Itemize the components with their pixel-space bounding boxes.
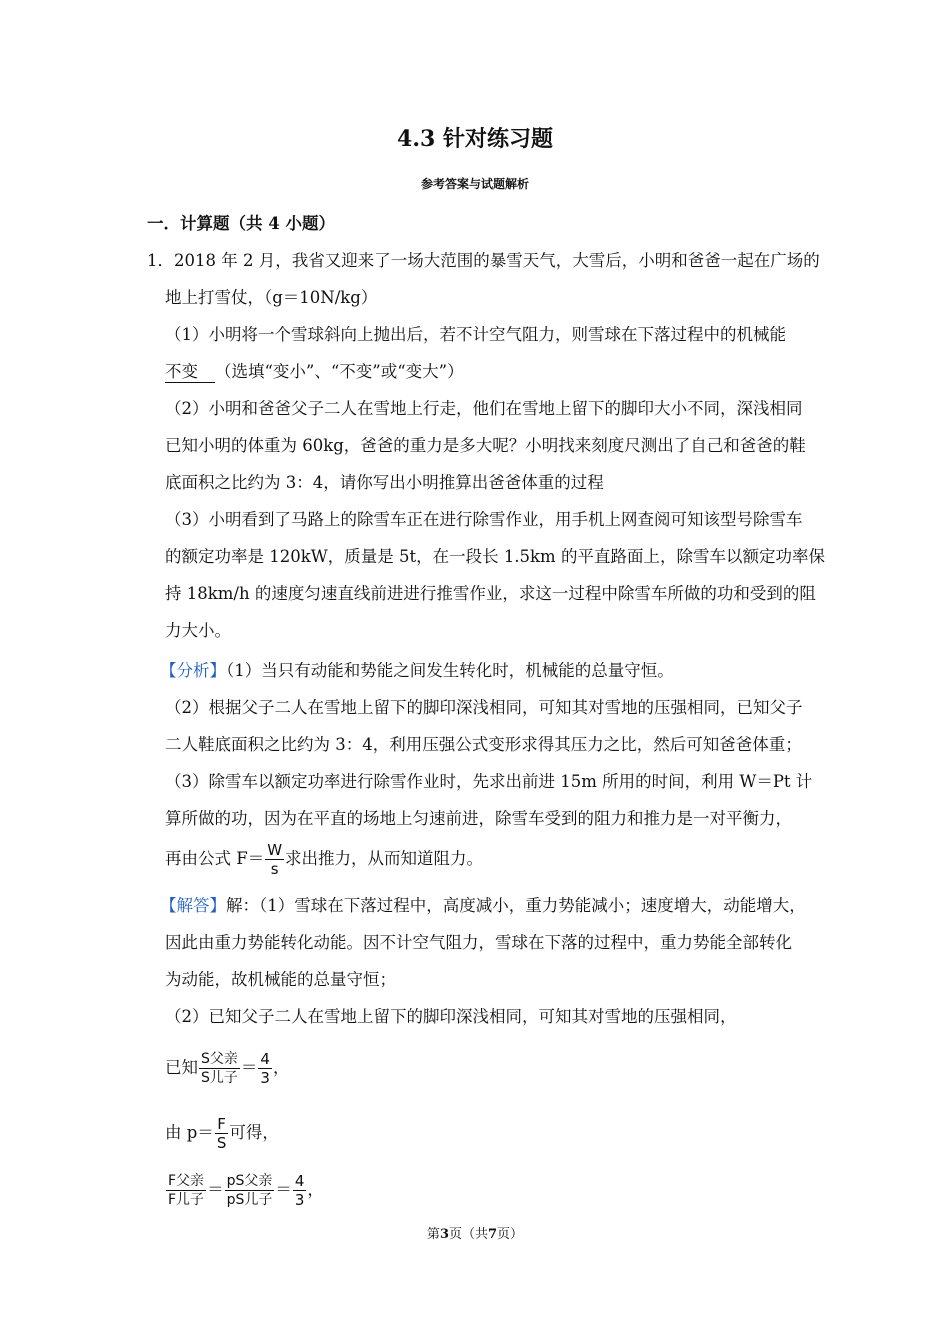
question-part3-line: （3）小明看到了马路上的除雪车正在进行除雪作业，用手机上网查阅可知该型号除雪车 bbox=[165, 510, 803, 529]
equation-text: 可得， bbox=[229, 1123, 279, 1142]
fraction-pressure-area-ratio bbox=[225, 1172, 275, 1209]
total-pages: 7 bbox=[488, 1227, 498, 1242]
fraction-w-over-s bbox=[265, 841, 284, 878]
question-part2-line: 已知小明的体重为 60kg，爸爸的重力是多大呢？小明找来刻度尺测出了自己和爸爸的鞋 bbox=[165, 436, 806, 455]
question-part2-line: 底面积之比约为 3：4，请你写出小明推算出爸爸体重的过程 bbox=[165, 473, 604, 492]
equals-sign: ＝ bbox=[240, 1058, 258, 1077]
fraction-denominator: F儿子 bbox=[168, 1192, 205, 1208]
equals-sign: ＝ bbox=[275, 1180, 292, 1199]
analysis-line: （2）根据父子二人在雪地上留下的脚印深浅相同，可知其对雪地的压强相同，已知父子 bbox=[165, 698, 803, 717]
solution-line: 为动能，故机械能的总量守恒； bbox=[165, 970, 396, 989]
solution-text: 解：（1）雪球在下落过程中，高度减小，重力势能减小；速度增大，动能增大， bbox=[226, 896, 806, 915]
solution-tag: 【解答】 bbox=[160, 896, 226, 915]
fraction-numerator: 4 bbox=[294, 1172, 305, 1190]
analysis-line bbox=[160, 660, 674, 682]
question-part1-line: （1）小明将一个雪球斜向上抛出后，若不计空气阻力，则雪球在下落过程中的机械能 bbox=[165, 325, 786, 344]
fraction-denominator: 3 bbox=[294, 1191, 305, 1209]
question-part2-line: （2）小明和爸爸父子二人在雪地上行走，他们在雪地上留下的脚印大小不同，深浅相同 bbox=[165, 399, 803, 418]
question-part3-line: 力大小。 bbox=[165, 621, 231, 640]
fraction-numerator: S父亲 bbox=[201, 1051, 238, 1067]
fraction-denominator: S儿子 bbox=[201, 1070, 238, 1086]
fraction-numerator: F bbox=[215, 1115, 229, 1134]
answer-blank: 不变 bbox=[165, 362, 215, 383]
equals-sign: ＝ bbox=[207, 1180, 224, 1199]
fraction-denominator: s bbox=[270, 860, 279, 878]
footer-text: 页） bbox=[497, 1227, 524, 1242]
analysis-line: 二人鞋底面积之比约为 3：4，利用压强公式变形求得其压力之比，然后可知爸爸体重； bbox=[165, 735, 802, 754]
analysis-line: 算所做的功，因为在平直的场地上匀速前进，除雪车受到的阻力和推力是一对平衡力， bbox=[165, 809, 792, 828]
analysis-tag: 【分析】 bbox=[160, 661, 226, 680]
solution-line bbox=[160, 895, 806, 917]
page-subtitle: 参考答案与试题解析 bbox=[420, 177, 529, 191]
fraction-force-ratio bbox=[166, 1172, 206, 1209]
question-part3-line: 持 18km/h 的速度匀速直线前进进行推雪作业，求这一过程中除雪车所做的功和受到的阻 bbox=[165, 584, 816, 603]
equation-pressure bbox=[165, 1113, 279, 1153]
analysis-text: （1）当只有动能和势能之间发生转化时，机械能的总量守恒。 bbox=[226, 661, 674, 680]
analysis-text: 再由公式 F＝ bbox=[165, 849, 265, 868]
analysis-formula-line bbox=[165, 840, 483, 878]
question-line: 地上打雪仗，（g＝10N/kg） bbox=[165, 288, 378, 307]
fraction-area-ratio bbox=[199, 1050, 240, 1087]
question-line: 1．2018 年 2 月，我省又迎来了一场大范围的暴雪天气，大雪后，小明和爸爸一起在广场的 bbox=[147, 251, 820, 270]
question-part1-options: （选填“变小”、“不变”或“变大”） bbox=[215, 362, 464, 381]
page-title: 4.3 针对练习题 bbox=[397, 126, 553, 152]
equation-text: ， bbox=[272, 1058, 290, 1077]
fraction-denominator: pS儿子 bbox=[226, 1192, 273, 1208]
fraction-four-thirds bbox=[293, 1172, 307, 1209]
page-footer bbox=[0, 1226, 950, 1244]
analysis-text: 求出推力，从而知道阻力。 bbox=[285, 849, 484, 868]
footer-text: 第 bbox=[426, 1227, 440, 1242]
equation-area-ratio bbox=[165, 1048, 289, 1088]
footer-text: 页（共 bbox=[448, 1227, 488, 1242]
fraction-numerator: 4 bbox=[260, 1050, 270, 1068]
solution-line: 因此由重力势能转化动能。因不计空气阻力，雪球在下落的过程中，重力势能全部转化 bbox=[165, 933, 792, 952]
fraction-denominator: 3 bbox=[260, 1069, 270, 1087]
fraction-four-thirds bbox=[258, 1050, 272, 1087]
analysis-line: （3）除雪车以额定功率进行除雪作业时，先求出前进 15m 所用的时间，利用 W＝Pt 计 bbox=[165, 772, 813, 791]
fraction-numerator: F父亲 bbox=[168, 1173, 205, 1189]
equation-force-ratio bbox=[165, 1170, 324, 1210]
section-heading: 一．计算题（共 4 小题） bbox=[147, 214, 335, 233]
fraction-numerator: pS父亲 bbox=[226, 1173, 273, 1189]
equation-text: 由 p＝ bbox=[165, 1123, 214, 1142]
fraction-f-over-s bbox=[215, 1115, 229, 1152]
equation-text: 已知 bbox=[165, 1058, 198, 1077]
solution-line: （2）已知父子二人在雪地上留下的脚印深浅相同，可知其对雪地的压强相同， bbox=[165, 1007, 737, 1026]
question-part1-line bbox=[165, 361, 464, 383]
question-part3-line: 的额定功率是 120kW，质量是 5t，在一段长 1.5km 的平直路面上，除雪车以额定功率保 bbox=[165, 547, 825, 566]
fraction-numerator: W bbox=[267, 841, 283, 859]
page-number: 3 bbox=[439, 1227, 449, 1242]
fraction-denominator: S bbox=[216, 1134, 227, 1152]
equation-text: ， bbox=[307, 1180, 324, 1199]
